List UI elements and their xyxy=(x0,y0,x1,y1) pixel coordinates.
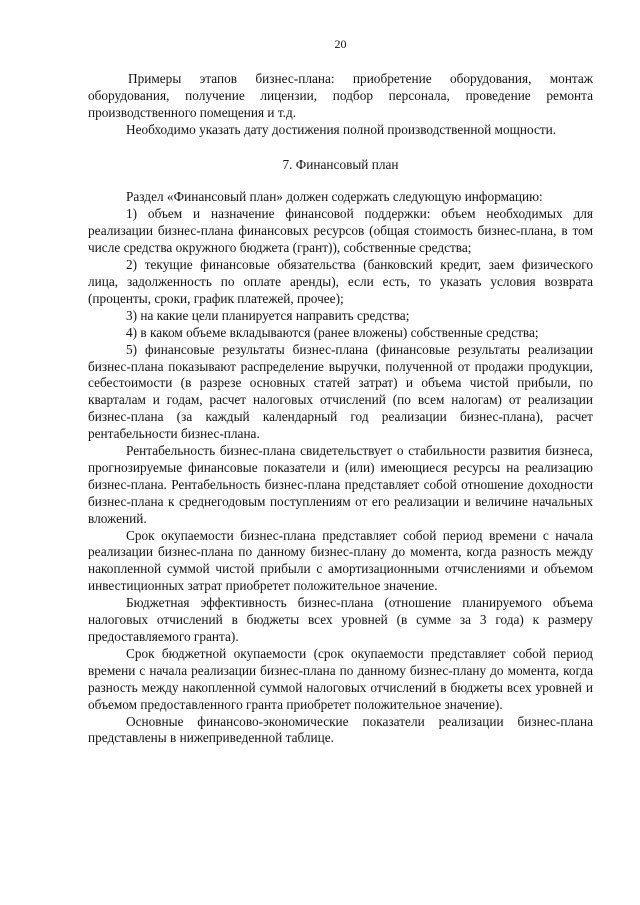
body-paragraph-payback: Срок окупаемости бизнес-плана представляет собой период времени с начала реализации бизнес-плана по данному бизнес-плану до момента, когда разность между накопленной суммой чистой прибыли с амортизационными отчислениями и объемом инвестиционных затрат приобретет положительное значение. xyxy=(88,527,593,594)
list-item-5: 5) финансовые результаты бизнес-плана (финансовые результаты реализации бизнес-плана показывают распределение выручки, полученной от продажи продукции, себестоимости (в разрезе основных статей затрат) и объема чистой прибыли, по кварталам и годам, расчет налоговых отчислений (по всем налогам) от реализации бизнес-плана (за каждый календарный год реализации бизнес-плана), расчет рентабельности бизнес-плана. xyxy=(88,341,593,442)
body-paragraph-profitability: Рентабельность бизнес-плана свидетельствует о стабильности развития бизнеса, прогнозируемые финансовые показатели и (или) имеющиеся ресурсы на реализацию бизнес-плана. Рентабельность бизнес-плана представляет собой отношение доходности бизнес-плана к среднегодовым поступлениям от его реализации и величине начальных вложений. xyxy=(88,443,593,526)
page-number: 20 xyxy=(334,37,347,51)
body-paragraph-table-ref: Основные финансово-экономические показатели реализации бизнес-плана представлены в нижеприведенной таблице. xyxy=(88,713,593,746)
list-item-4: 4) в каком объеме вкладываются (ранее вложены) собственные средства; xyxy=(126,324,539,340)
list-item-1: 1) объем и назначение финансовой поддержки: объем необходимых для реализации бизнес-плана финансовых ресурсов (общая стоимость бизнес-плана, в том числе средства окружного бюджета (грант)), собственные средства; xyxy=(88,206,593,256)
section-title: 7. Финансовый план xyxy=(282,156,399,172)
list-item-2: 2) текущие финансовые обязательства (банковский кредит, заем физического лица, задолженность по оплате аренды), если есть, то указать условия возврата (проценты, сроки, график платежей, прочее); xyxy=(88,257,593,306)
body-paragraph-budget-payback: Срок бюджетной окупаемости (срок окупаемости представляет собой период времени с начала реализации бизнес-плана по данному бизнес-плану до момента, когда разность между накопленной суммой налоговых отчислений в бюджеты всех уровней и объемом предоставленного гранта приобретет положительное значение). xyxy=(88,645,593,712)
intro-paragraph-2: Необходимо указать дату достижения полной производственной мощности. xyxy=(126,121,557,137)
intro-paragraph-1: Примеры этапов бизнес-плана: приобретение оборудования, монтаж оборудования, получение лицензии, подбор персонала, проведение ремонта производственного помещения и т.д. xyxy=(88,70,593,120)
body-paragraph-budget-efficiency: Бюджетная эффективность бизнес-плана (отношение планируемого объема налоговых отчислений в бюджеты всех уровней (в сумме за 3 года) к размеру предоставляемого гранта). xyxy=(88,595,593,644)
list-item-3: 3) на какие цели планируется направить средства; xyxy=(126,307,410,323)
body-paragraph: Раздел «Финансовый план» должен содержать следующую информацию: xyxy=(126,189,543,205)
document-page xyxy=(88,36,593,747)
